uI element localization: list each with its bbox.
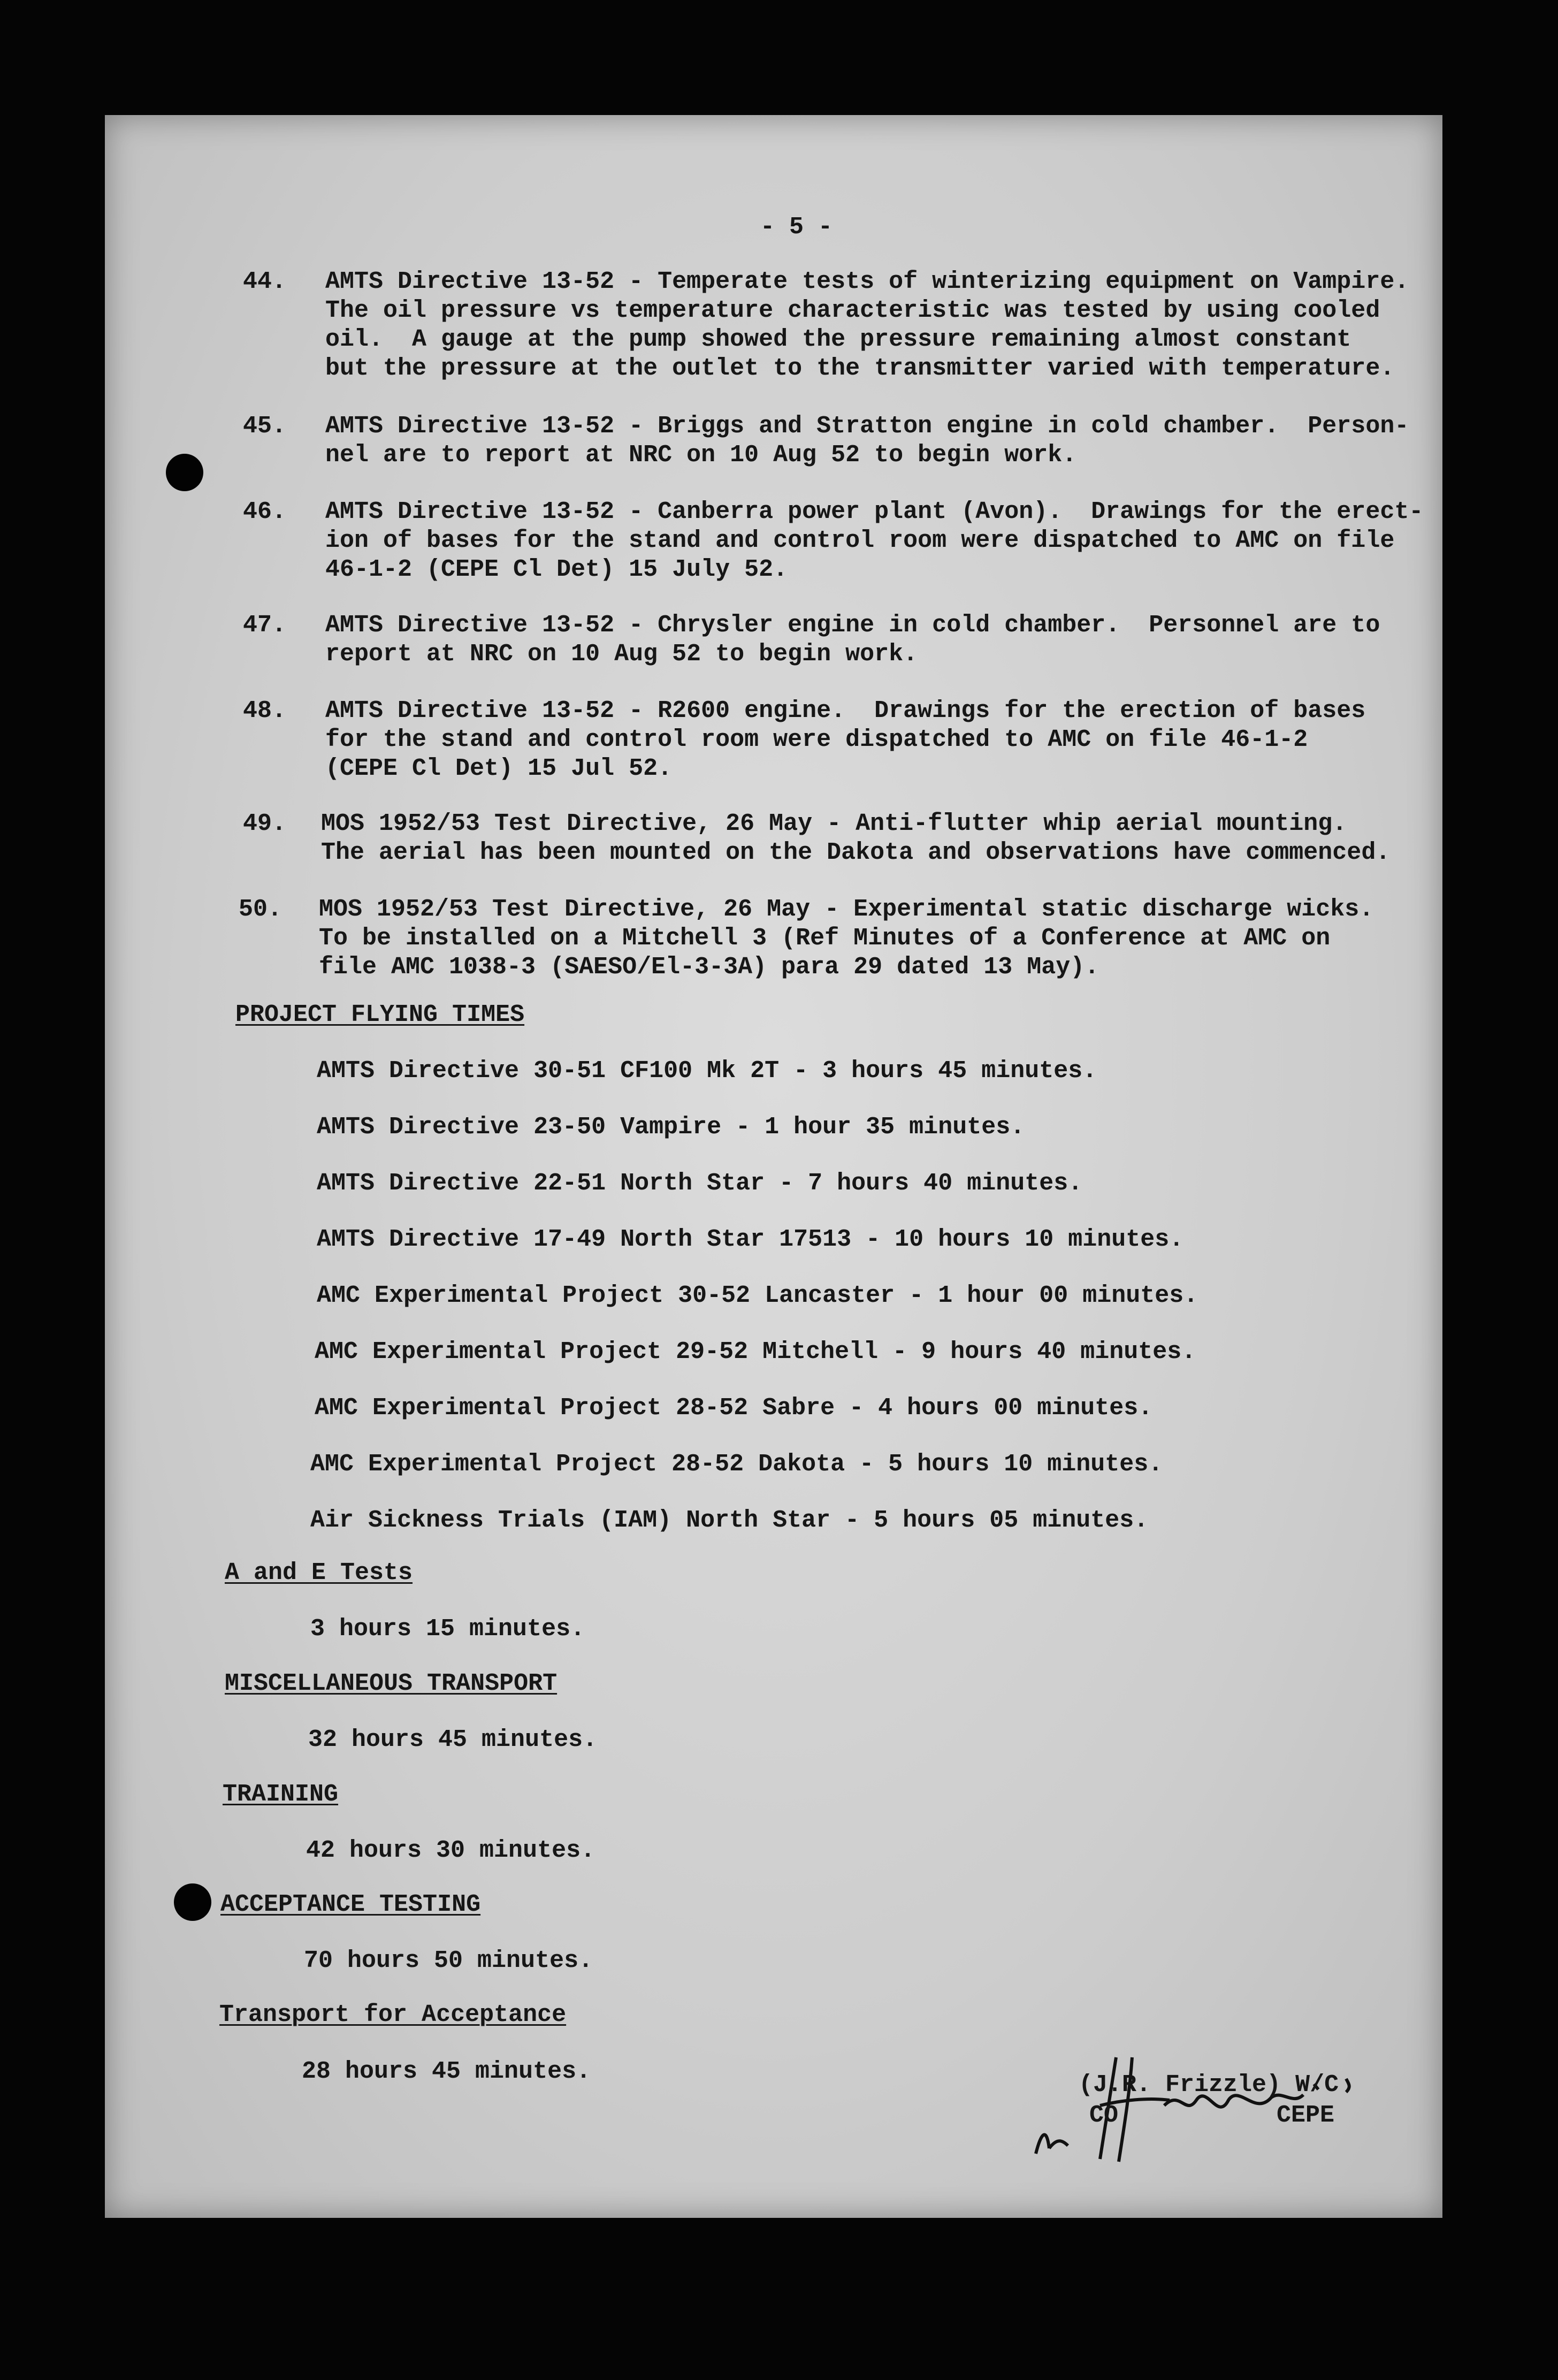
signature-title-left: CO [1089, 2102, 1119, 2129]
item-line: MOS 1952/53 Test Directive, 26 May - Anti-flutter whip aerial mounting. [321, 810, 1347, 837]
item-line: file AMC 1038-3 (SAESO/El-3-3A) para 29 dated 13 May). [319, 953, 1099, 981]
item-line: MOS 1952/53 Test Directive, 26 May - Experimental static discharge wicks. [319, 896, 1374, 923]
section-heading: TRAINING [223, 1781, 339, 1808]
document-page [105, 115, 1442, 2218]
flying-time-entry: AMC Experimental Project 28-52 Dakota - 5 hours 10 minutes. [310, 1451, 1163, 1478]
section-heading: ACCEPTANCE TESTING [220, 1891, 481, 1918]
section-value: 3 hours 15 minutes. [310, 1615, 585, 1643]
section-value: 32 hours 45 minutes. [308, 1726, 598, 1753]
flying-time-entry: AMTS Directive 17-49 North Star 17513 - 10 hours 10 minutes. [317, 1226, 1184, 1253]
item-line: for the stand and control room were dispatched to AMC on file 46-1-2 [325, 726, 1308, 753]
item-line: AMTS Directive 13-52 - Briggs and Stratton engine in cold chamber. Person- [325, 413, 1409, 440]
item-number: 49. [243, 810, 287, 837]
item-number: 50. [239, 896, 282, 923]
item-line: To be installed on a Mitchell 3 (Ref Minutes of a Conference at AMC on [319, 925, 1331, 952]
item-line: but the pressure at the outlet to the transmitter varied with temperature. [325, 355, 1395, 382]
item-number: 48. [243, 697, 287, 724]
section-heading: MISCELLANEOUS TRANSPORT [225, 1670, 557, 1697]
flying-time-entry: Air Sickness Trials (IAM) North Star - 5 hours 05 minutes. [310, 1507, 1149, 1534]
item-line: AMTS Directive 13-52 - Temperate tests of winterizing equipment on Vampire. [325, 268, 1409, 295]
item-line: AMTS Directive 13-52 - Canberra power plant (Avon). Drawings for the erect- [325, 498, 1424, 525]
flying-time-entry: AMTS Directive 23-50 Vampire - 1 hour 35 minutes. [317, 1113, 1025, 1141]
flying-time-entry: AMC Experimental Project 29-52 Mitchell - 9 hours 40 minutes. [315, 1338, 1196, 1366]
flying-time-entry: AMC Experimental Project 30-52 Lancaster - 1 hour 00 minutes. [317, 1282, 1198, 1309]
section-heading: Transport for Acceptance [219, 2001, 567, 2028]
item-line: AMTS Directive 13-52 - R2600 engine. Drawings for the erection of bases [325, 697, 1366, 724]
section-value: 28 hours 45 minutes. [302, 2058, 591, 2085]
item-number: 46. [243, 498, 287, 525]
flying-time-entry: AMC Experimental Project 28-52 Sabre - 4 hours 00 minutes. [315, 1394, 1153, 1422]
section-heading: A and E Tests [225, 1559, 413, 1586]
flying-time-entry: AMTS Directive 22-51 North Star - 7 hours 40 minutes. [317, 1170, 1083, 1197]
signature-name: (J.R. Frizzle) W/C [1079, 2071, 1339, 2099]
item-line: The oil pressure vs temperature characteristic was tested by using cooled [325, 297, 1380, 324]
punch-hole [166, 454, 203, 491]
signature-title-right: CEPE [1277, 2102, 1335, 2129]
section-heading: PROJECT FLYING TIMES [235, 1001, 525, 1028]
flying-time-entry: AMTS Directive 30-51 CF100 Mk 2T - 3 hours 45 minutes. [317, 1057, 1097, 1085]
item-line: oil. A gauge at the pump showed the pressure remaining almost constant [325, 326, 1351, 353]
item-line: AMTS Directive 13-52 - Chrysler engine in cold chamber. Personnel are to [325, 612, 1380, 639]
item-line: ion of bases for the stand and control room were dispatched to AMC on file [325, 527, 1395, 554]
section-value: 42 hours 30 minutes. [306, 1837, 595, 1864]
punch-hole [174, 1883, 211, 1921]
item-line: report at NRC on 10 Aug 52 to begin work. [325, 640, 918, 668]
section-value: 70 hours 50 minutes. [304, 1947, 593, 1974]
page-number: - 5 - [760, 213, 833, 241]
item-number: 44. [243, 268, 287, 295]
item-line: 46-1-2 (CEPE Cl Det) 15 July 52. [325, 556, 788, 583]
item-number: 45. [243, 413, 287, 440]
handwritten-signature [1025, 2047, 1410, 2170]
item-number: 47. [243, 612, 287, 639]
item-line: (CEPE Cl Det) 15 Jul 52. [325, 755, 673, 782]
item-line: The aerial has been mounted on the Dakota and observations have commenced. [321, 839, 1391, 866]
item-line: nel are to report at NRC on 10 Aug 52 to begin work. [325, 441, 1077, 469]
